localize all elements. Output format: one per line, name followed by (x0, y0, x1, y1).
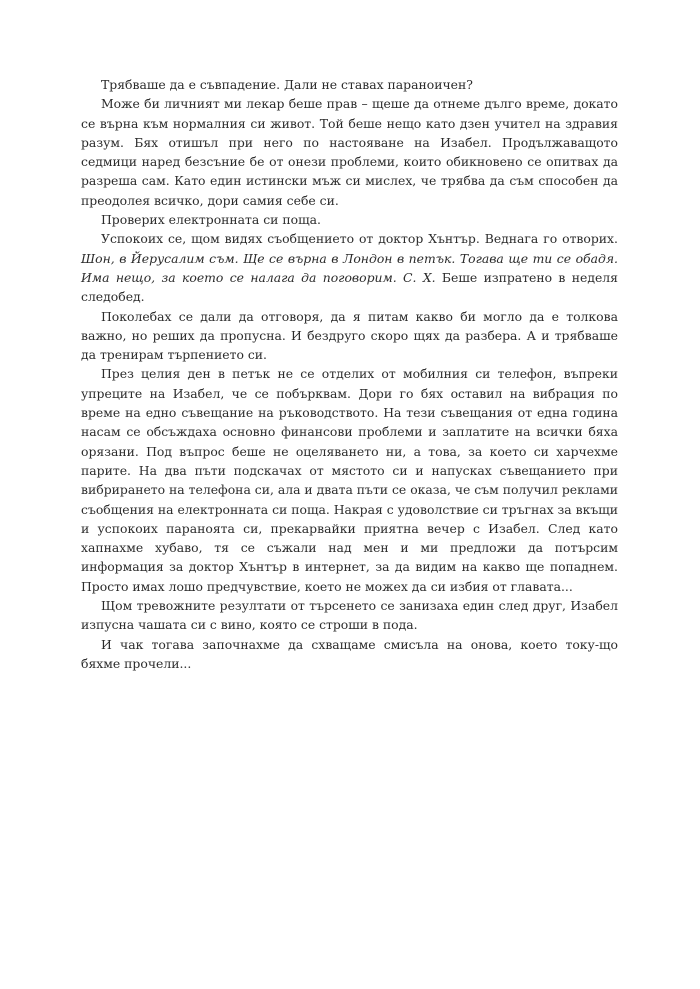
paragraph (81, 229, 618, 306)
book-page-text (81, 75, 618, 673)
paragraph: Щом тревожните резултати от търсенето се занизаха един след друг, Изабел изпусна чашата си с вино, която се строши в пода. (81, 598, 618, 633)
paragraph: През целия ден в петък не се отделих от мобилния си телефон, въпреки упреците на Изабел, че се побърквам. Дори го бях оставил на вибрация по време на едно съвещание на ръководството. На тези съвещания от една година насам се обсъждаха основно финансови проблеми и заплатите на всички бяха орязани. Под въпрос беше не оцеляването ни, а това, за което си харчехме парите. На два пъти подскачах от мястото си и напусках съвещанието при вибрирането на телефона си, ала и двата пъти се оказа, че съм получил реклами съобщения на електронната си поща. Накрая с удоволствие си тръгнах за вкъщи и успокоих параноята си, прекарвайки приятна вечер с Изабел. След като хапнахме хубаво, тя се съжали над мен и ми предложи да потърсим информация за доктор Хънтър в интернет, за да видим на какво ще попаднем. Просто имах лошо предчувствие, което не можех да си избия от главата... (81, 366, 618, 594)
paragraph: И чак тогава започнахме да схващаме смисъла на онова, което току-що бяхме прочели... (81, 636, 618, 671)
paragraph: Проверих електронната си поща. (101, 212, 321, 228)
paragraph: Може би личният ми лекар беше прав – щеше да отнеме дълго време, докато се върна към нормалния си живот. Той беше нещо като дзен учител на здравия разум. Бях отишъл при него по настояване на Изабел. Продължаващото седмици наред безсъние бе от онези проблеми, които обикновено се опитвах да разреша сам. Като един истински мъж си мислех, че трябва да съм способен да преодолея всичко, дори самия себе си. (81, 96, 618, 208)
italic-message: Шон, в Йерусалим съм. Ще се върна в Лондон в петък. Тогава ще ти се обадя. Има нещо, за което се налага да поговорим. С. Х. (81, 250, 618, 285)
paragraph-text: Беше изпратено в неделя следобед. (81, 269, 618, 305)
paragraph-text: Успокоих се, щом видях съобщението от доктор Хънтър. Веднага го отворих. (101, 231, 618, 247)
paragraph: Трябваше да е съвпадение. Дали не ставах параноичен? (101, 77, 473, 92)
paragraph: Поколебах се дали да отговоря, да я питам какво би могло да е толкова важно, но реших да пропусна. И бездруго скоро щях да разбера. А и трябваше да тренирам търпението си. (81, 308, 618, 363)
